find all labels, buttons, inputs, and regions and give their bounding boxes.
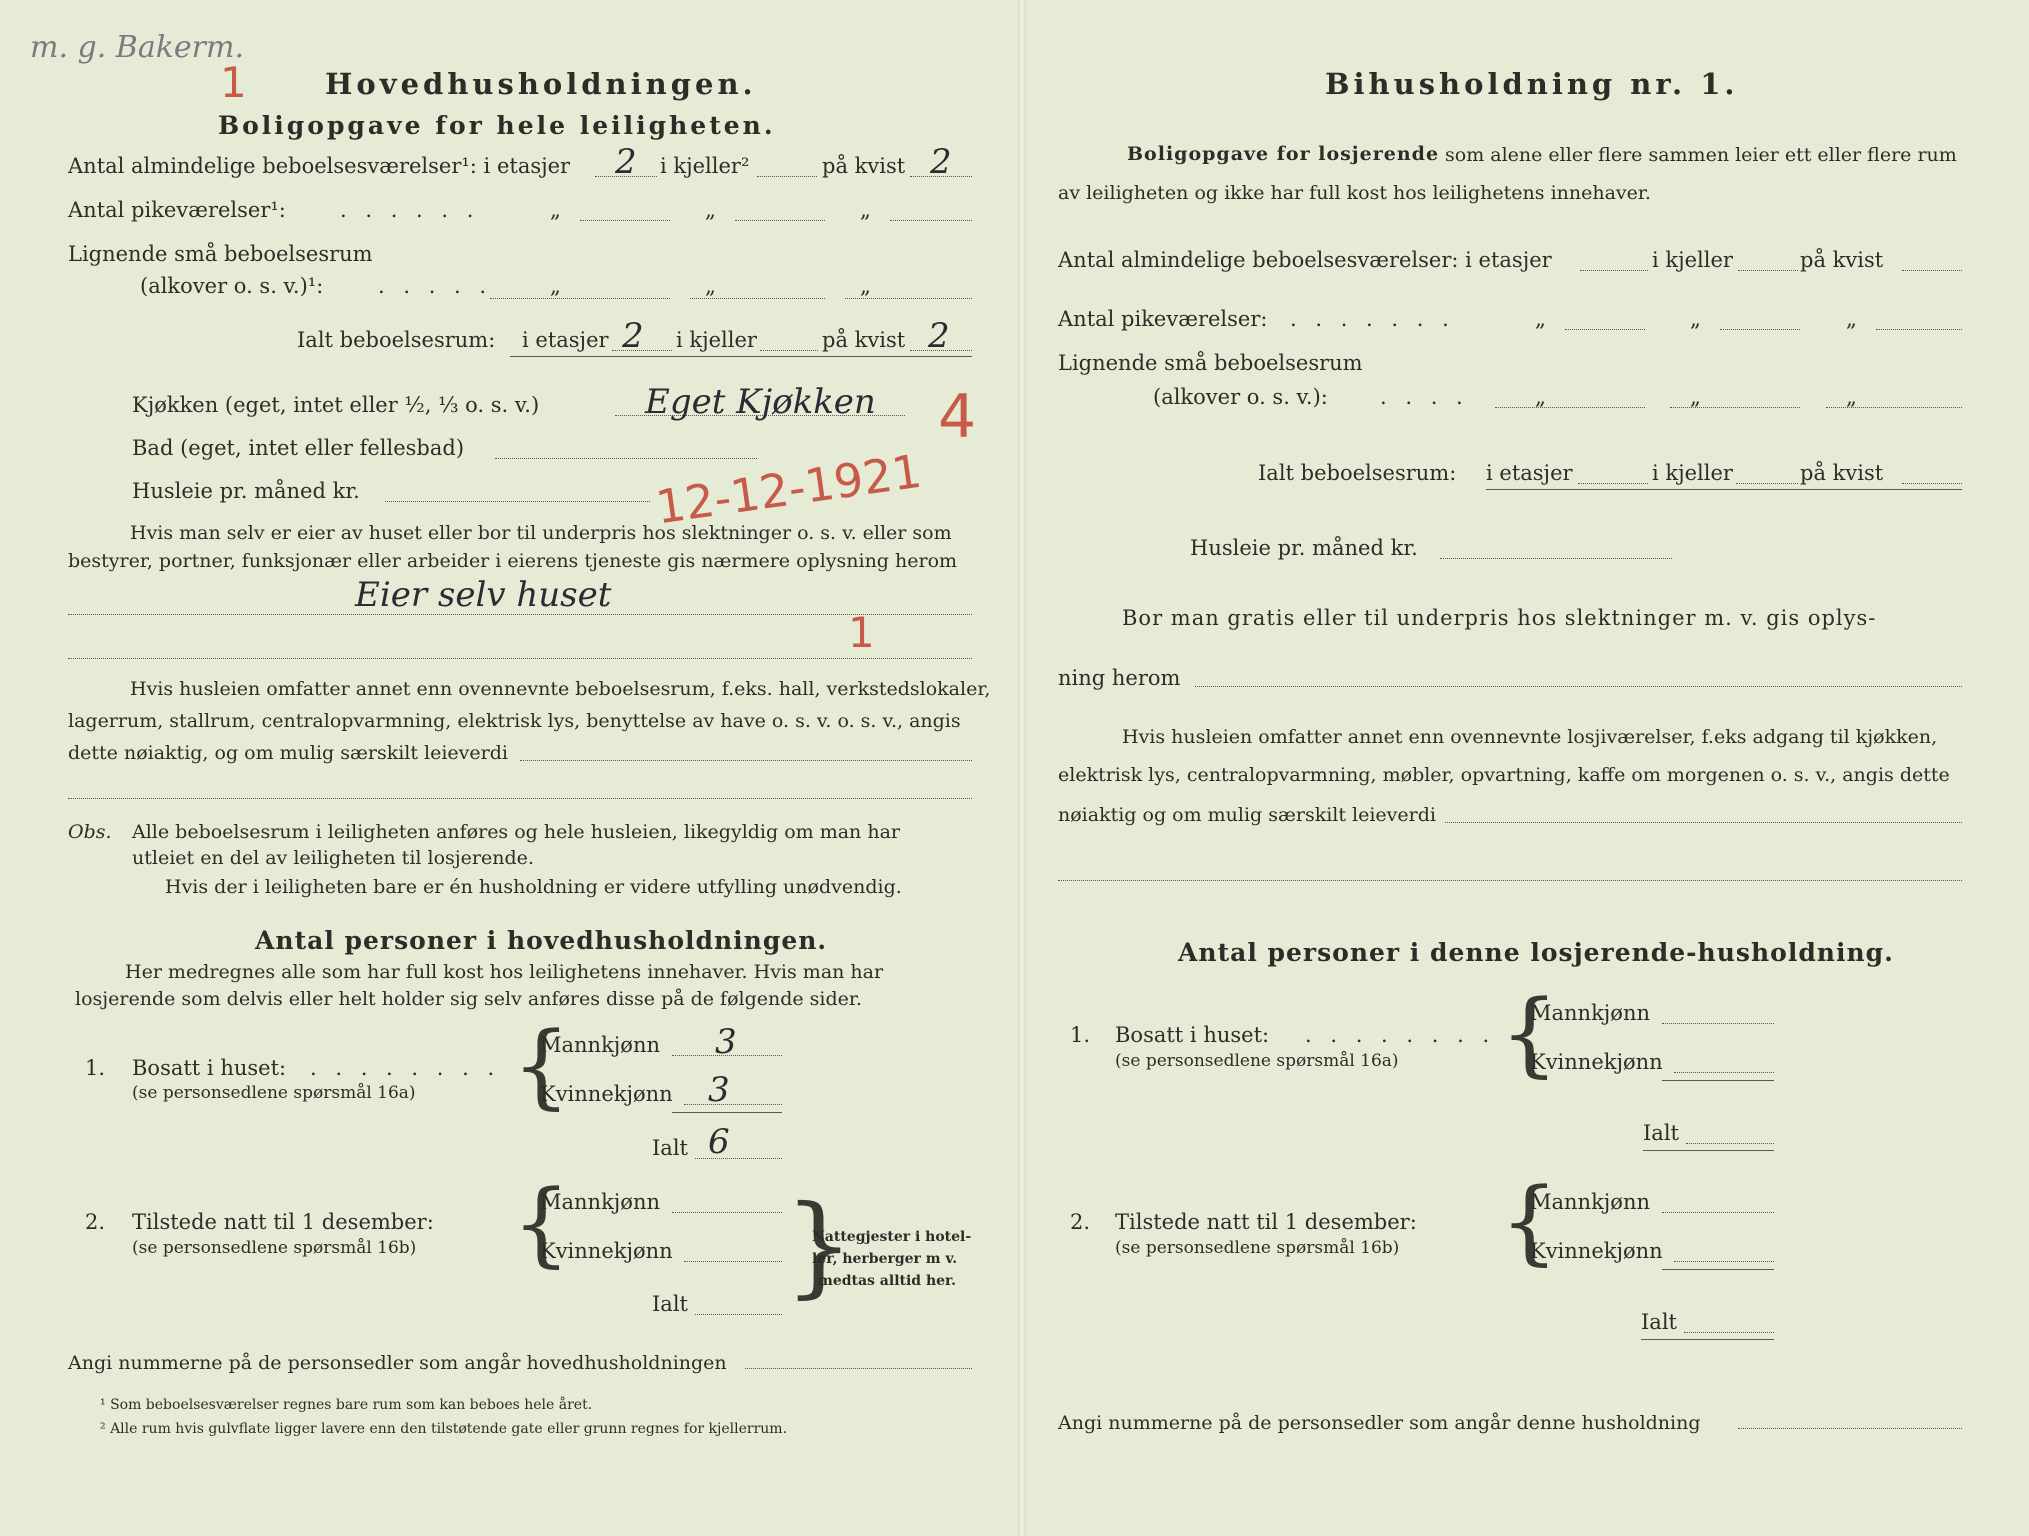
left-q1-num: 1. [85,1056,106,1080]
left-pike-dots: . . . . . . [340,198,480,222]
left-q1-brace: { [512,1012,571,1119]
right-angi: Angi nummerne på de personsedler som angår denne husholdning [1058,1412,1701,1434]
left-q2-right-brace: } [784,1181,854,1309]
left-lign-dots: . . . . . [378,274,493,298]
right-ialt-kvist: på kvist [1800,461,1884,485]
right-intro-rest2: av leiligheten og ikke har full kost hos leilighetens innehaver. [1058,182,1651,204]
right-intro-bold: Boligopgave for losjerende [1127,143,1440,165]
left-natt-note2: ler, herberger m v. [812,1251,958,1267]
left-row-alm-kvist: på kvist [822,154,906,178]
hand-eier: Eier selv huset [355,575,612,615]
right-lign-dots: . . . . [1380,385,1469,409]
right-q2-mann-field[interactable] [1662,1212,1774,1213]
right-ialt-etasjer: i etasjer [1486,461,1573,485]
red-mark-one-mid: 1 [848,608,875,657]
left-ialt: Ialt beboelsesrum: [297,328,496,352]
right-q1-underline [1662,1080,1774,1081]
right-q1-brace: { [1500,980,1559,1087]
left-persons-title: Antal personer i hovedhusholdningen. [255,926,828,955]
right-q1-sub: (se personsedlene spørsmål 16a) [1115,1051,1399,1071]
right-ialt: Ialt beboelsesrum: [1258,461,1457,485]
right-lign-kvist-field[interactable] [1826,407,1962,408]
right-q1-num: 1. [1070,1023,1091,1047]
hand-kvinne: 3 [708,1070,730,1110]
left-pike-kvist-field[interactable] [890,220,972,221]
left-obs-p2: utleiet en del av leiligheten til losjerende. [132,847,534,869]
right-pike-ditto3: „ [1846,307,1857,331]
right-pike-ditto1: „ [1535,307,1546,331]
left-eier-p1: Hvis man selv er eier av huset eller bor til underpris hos slektninger o. s. v. eller som [130,522,952,544]
right-q2-ialt-field[interactable] [1684,1332,1774,1333]
left-lign-etasjer-field[interactable] [490,298,670,299]
left-q2-num: 2. [85,1210,106,1234]
left-bad: Bad (eget, intet eller fellesbad) [132,436,465,460]
left-natt-note1: Nattegjester i hotel- [812,1229,972,1245]
left-footnote-1: ¹ Som beboelsesværelser regnes bare rum som kan beboes hele året. [100,1397,593,1413]
left-omfatter-p3: dette nøiaktig, og om mulig særskilt leieverdi [68,742,508,764]
left-title: Hovedhusholdningen. [325,67,757,101]
left-omfatter-p2: lagerrum, stallrum, centralopvarmning, elektrisk lys, benyttelse av have o. s. v. o. s. v., angis [68,710,961,732]
left-q1-mann: Mannkjønn [540,1033,661,1057]
left-q1-kvinne: Kvinnekjønn [540,1082,673,1106]
right-ialt-kjeller-field[interactable] [1736,483,1798,484]
left-lign-kvist-field[interactable] [845,298,972,299]
right-gratis-p2: ning herom [1058,666,1181,690]
right-ialt-kvist-field[interactable] [1902,483,1962,484]
right-title: Bihusholdning nr. 1. [1325,67,1739,101]
right-q2-ialt-underline [1641,1339,1774,1340]
right-omfatter-p3: nøiaktig og om mulig særskilt leieverdi [1058,804,1436,826]
right-lign-kjeller-field[interactable] [1670,407,1800,408]
left-eier-p2: bestyrer, portner, funksjonær eller arbeider i eierens tjeneste gis nærmere oplysning herom [68,550,958,572]
right-omfatter-p2: elektrisk lys, centralopvarmning, møbler, opvartning, kaffe om morgenen o. s. v., angis dette [1058,764,1950,786]
hand-alm-kvist: 2 [930,142,952,182]
left-q1-kvinne-field[interactable] [684,1104,782,1105]
left-omfatter-p1: Hvis husleien omfatter annet enn ovennevnte beboelsesrum, f.eks. hall, verkstedslokaler, [130,678,991,700]
right-row-lign1: Lignende små beboelsesrum [1058,351,1363,375]
left-row-alm-kjeller: i kjeller² [660,154,750,178]
right-ialt-kjeller: i kjeller [1652,461,1733,485]
left-obs-p1: Alle beboelsesrum i leiligheten anføres og hele husleien, likegyldig om man har [132,821,900,843]
red-mark-one-top: 1 [220,58,247,107]
right-pike-kjeller-field[interactable] [1720,329,1800,330]
right-omfatter-field2[interactable] [1058,880,1962,881]
right-lign-ditto2: „ [1690,385,1701,409]
left-pike-etasjer-field[interactable] [580,220,670,221]
left-q2-kvinne: Kvinnekjønn [540,1239,673,1263]
left-lign-kjeller-field[interactable] [690,298,825,299]
left-persons-p1: Her medregnes alle som har full kost hos leilighetens innehaver. Hvis man har [125,961,884,983]
right-ialt-underline [1486,489,1962,490]
red-mark-date: 12-12-1921 [652,443,925,535]
left-q2-label: Tilstede natt til 1 desember: [132,1210,434,1234]
hand-alm-etasjer: 2 [615,142,637,182]
right-row-alm-kvist: på kvist [1800,248,1884,272]
left-q1-label: Bosatt i huset: [132,1056,287,1080]
right-q1-mann: Mannkjønn [1530,1001,1651,1025]
right-q1-mann-field[interactable] [1662,1023,1774,1024]
left-alm-kjeller-field[interactable] [757,176,817,177]
left-omfatter-field[interactable] [520,760,972,761]
left-pike-ditto2: „ [705,198,716,222]
hand-mann: 3 [715,1022,737,1062]
left-kjokken: Kjøkken (eget, intet eller ½, ⅓ o. s. v.) [132,393,540,417]
right-q1-kvinne-field[interactable] [1674,1072,1774,1073]
right-alm-kjeller-field[interactable] [1738,270,1798,271]
right-row-alm-kjeller: i kjeller [1652,248,1733,272]
right-lign-etasjer-field[interactable] [1495,407,1645,408]
corner-note: m. g. Bakerm. [30,30,244,65]
left-husleie-field[interactable] [385,501,650,502]
hand-kjokken: Eget Kjøkken [645,382,876,422]
right-q2-brace: { [1500,1168,1559,1275]
right-q2-num: 2. [1070,1210,1091,1234]
right-omfatter-p1: Hvis husleien omfatter annet enn ovennevnte losjiværelser, f.eks adgang til kjøkken, [1122,726,1938,748]
left-pike-ditto1: „ [550,198,561,222]
right-intro-rest1: som alene eller flere sammen leier ett eller flere rum [1445,144,1957,166]
left-footnote-2: ² Alle rum hvis gulvflate ligger lavere enn den tilstøtende gate eller grunn regnes for kjellerrum. [100,1421,788,1437]
left-angi: Angi nummerne på de personsedler som angår hovedhusholdningen [68,1352,727,1374]
left-q1-dots: . . . . . . . . [310,1056,501,1080]
right-q1-ialt-field[interactable] [1686,1143,1774,1144]
right-alm-etasjer-field[interactable] [1580,270,1648,271]
left-natt-note3: medtas alltid her. [818,1273,957,1289]
left-obs-p3: Hvis der i leiligheten bare er én husholdning er videre utfylling unødvendig. [165,876,902,898]
page-fold [1018,0,1026,1536]
right-lign-ditto3: „ [1846,385,1857,409]
left-pike-ditto3: „ [860,198,871,222]
left-row-pike: Antal pikeværelser¹: [68,198,286,222]
right-q1-ialt-underline [1643,1150,1774,1151]
left-obs-label: Obs. [68,821,112,843]
left-pike-kjeller-field[interactable] [735,220,825,221]
right-q2-underline [1662,1269,1774,1270]
right-q1-dots: . . . . . . . . [1305,1023,1496,1047]
left-lign-ditto1: „ [550,274,561,298]
left-lign-ditto3: „ [860,274,871,298]
right-q1-ialt: Ialt [1643,1121,1679,1145]
left-q2-mann: Mannkjønn [540,1190,661,1214]
right-ialt-etasjer-field[interactable] [1578,483,1648,484]
right-pike-etasjer-field[interactable] [1565,329,1645,330]
left-q2-sub: (se personsedlene spørsmål 16b) [132,1238,417,1258]
right-row-lign2: (alkover o. s. v.): [1153,385,1328,409]
right-q2-sub: (se personsedlene spørsmål 16b) [1115,1238,1400,1258]
right-gratis-p1: Bor man gratis eller til underpris hos slektninger m. v. gis oplys- [1122,606,1877,630]
right-row-pike: Antal pikeværelser: [1058,307,1268,331]
right-q2-ialt: Ialt [1641,1310,1677,1334]
left-ialt-kjeller: i kjeller [676,328,757,352]
left-row-lign2: (alkover o. s. v.)¹: [140,274,324,298]
red-mark-four: 4 [938,382,977,452]
left-ialt-kvist: på kvist [822,328,906,352]
right-lign-ditto1: „ [1535,385,1546,409]
right-q1-kvinne: Kvinnekjønn [1530,1050,1663,1074]
left-lign-ditto2: „ [705,274,716,298]
right-husleie-field[interactable] [1440,558,1672,559]
hand-ialt-kvist: 2 [928,316,950,356]
right-q2-kvinne: Kvinnekjønn [1530,1239,1663,1263]
right-omfatter-field[interactable] [1445,822,1962,823]
hand-ialt-etasjer: 2 [622,316,644,356]
right-q1-label: Bosatt i huset: [1115,1023,1270,1047]
left-q2-kvinne-field[interactable] [684,1261,782,1262]
left-q1-underline [672,1112,782,1113]
left-ialt-underline [510,356,972,357]
right-pike-dots: . . . . . . . [1290,307,1455,331]
left-husleie: Husleie pr. måned kr. [132,479,360,503]
right-q2-kvinne-field[interactable] [1674,1261,1774,1262]
left-ialt-kjeller-field[interactable] [760,350,818,351]
left-angi-field[interactable] [745,1368,972,1369]
right-gratis-field[interactable] [1195,686,1962,687]
right-husleie: Husleie pr. måned kr. [1190,536,1418,560]
right-q2-mann: Mannkjønn [1530,1190,1651,1214]
right-persons-title: Antal personer i denne losjerende-husholdning. [1178,938,1894,967]
left-q1-sub: (se personsedlene spørsmål 16a) [132,1083,416,1103]
left-q2-brace: { [512,1170,571,1277]
left-q1-ialt: Ialt [652,1136,688,1160]
right-alm-kvist-field[interactable] [1902,270,1962,271]
left-ialt-etasjer: i etasjer [522,328,609,352]
right-pike-ditto2: „ [1690,307,1701,331]
left-row-lign1: Lignende små beboelsesrum [68,242,373,266]
left-omfatter-field2[interactable] [68,798,972,799]
hand-ialt: 6 [708,1122,730,1162]
right-row-alm: Antal almindelige beboelsesværelser: i etasjer [1058,248,1552,272]
right-angi-field[interactable] [1738,1428,1962,1429]
left-q2-ialt: Ialt [652,1292,688,1316]
left-row-alm: Antal almindelige beboelsesværelser¹: i etasjer [68,154,571,178]
right-pike-kvist-field[interactable] [1876,329,1962,330]
left-bad-field[interactable] [495,458,757,459]
left-q2-mann-field[interactable] [672,1212,782,1213]
right-q2-label: Tilstede natt til 1 desember: [1115,1210,1417,1234]
left-subtitle: Boligopgave for hele leiligheten. [218,111,776,140]
left-q2-ialt-field[interactable] [695,1314,782,1315]
left-persons-p2: losjerende som delvis eller helt holder sig selv anføres disse på de følgende sider. [75,988,862,1010]
left-eier-field2[interactable] [68,658,972,659]
